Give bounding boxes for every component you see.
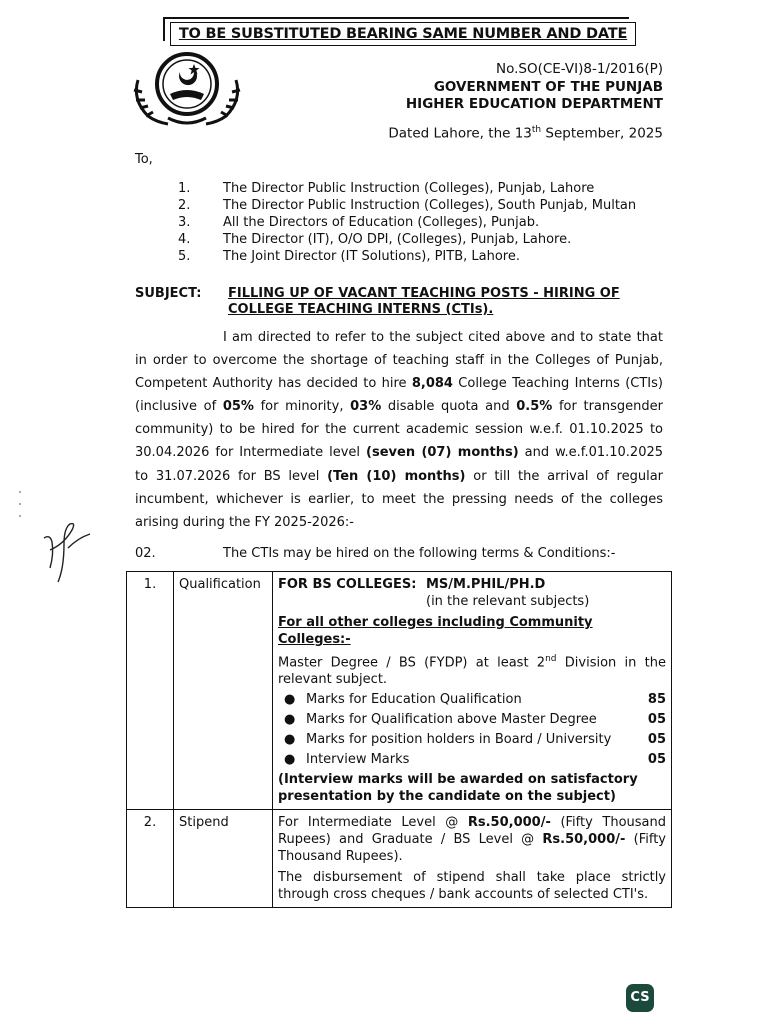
substitution-banner: TO BE SUBSTITUTED BEARING SAME NUMBER AND DATE	[170, 22, 636, 46]
table-row	[127, 810, 672, 908]
list-item: ● Interview Marks 05	[284, 752, 666, 768]
row-label: Qualification	[174, 572, 273, 810]
addressee-item: 5. The Joint Director (IT Solutions), PITB, Lahore.	[178, 249, 520, 264]
addressee-item: 1. The Director Public Instruction (Colleges), Punjab, Lahore	[178, 181, 595, 196]
row-number: 2.	[127, 810, 174, 908]
row-label: Stipend	[174, 810, 273, 908]
punjab-emblem-icon	[128, 50, 246, 130]
initials-signature-icon	[40, 520, 100, 590]
addressee-item: 2. The Director Public Instruction (Colleges), South Punjab, Multan	[178, 198, 637, 213]
table-row	[127, 572, 672, 810]
terms-intro: 02. The CTIs may be hired on the following terms & Conditions:-	[135, 546, 616, 561]
qualification-details: FOR BS COLLEGES: MS/M.PHIL/PH.D (in the relevant subjects) For all other colleges including Community Colleges:- Master Degree / BS (FYDP) at least 2nd Division in the relevant subject. ● Marks for Education Qualification 85 ● Marks for Qualification above Master Degree 05 ● Marks for position holders in Board / University 05 ● Interview Marks 05 (Interview marks will be awarded on satisfactory presentation by the candidate on the subject)	[273, 572, 672, 810]
subject-line: SUBJECT: FILLING UP OF VACANT TEACHING POSTS - HIRING OF COLLEGE TEACHING INTERNS (CTIs).	[135, 286, 620, 317]
row-number: 1.	[127, 572, 174, 810]
dated-line: Dated Lahore, the 13th September, 2025	[388, 125, 663, 142]
list-item: ● Marks for Education Qualification 85	[284, 692, 666, 708]
to-label: To,	[135, 152, 153, 167]
terms-table	[126, 571, 672, 908]
list-item: ● Marks for Qualification above Master Degree 05	[284, 712, 666, 728]
department-name: HIGHER EDUCATION DEPARTMENT	[405, 96, 663, 112]
addressee-item: 4. The Director (IT), O/O DPI, (Colleges), Punjab, Lahore.	[178, 232, 572, 247]
government-name: GOVERNMENT OF THE PUNJAB	[433, 79, 663, 95]
reference-number: No.SO(CE-VI)8-1/2016(P)	[495, 61, 663, 77]
body-paragraph: I am directed to refer to the subject cited above and to state that in order to overcome the shortage of teaching staff in the Colleges of Punjab, Competent Authority has decided to hire 8,084 College Teaching Interns (CTIs) (inclusive of 05% for minority, 03% disable quota and 0.5% for transgender community) to be hired for the current academic session w.e.f. 01.10.2025 to 30.04.2026 for Intermediate level (seven (07) months) and w.e.f.01.10.2025 to 31.07.2026 for BS level (Ten (10) months) or till the arrival of regular incumbent, whichever is earlier, to meet the pressing needs of the colleges arising during the FY 2025-2026:-	[135, 330, 664, 530]
stipend-details: For Intermediate Level @ Rs.50,000/- (Fifty Thousand Rupees) and Graduate / BS Level @ Rs.50,000/- (Fifty Thousand Rupees). The disbursement of stipend shall take place strictly through cross cheques / bank accounts of selected CTI's.	[273, 810, 672, 908]
addressee-item: 3. All the Directors of Education (Colleges), Punjab.	[178, 215, 540, 230]
list-item: ● Marks for position holders in Board / University 05	[284, 732, 666, 748]
camscanner-badge: CS	[626, 984, 654, 1012]
margin-marks	[18, 490, 22, 520]
